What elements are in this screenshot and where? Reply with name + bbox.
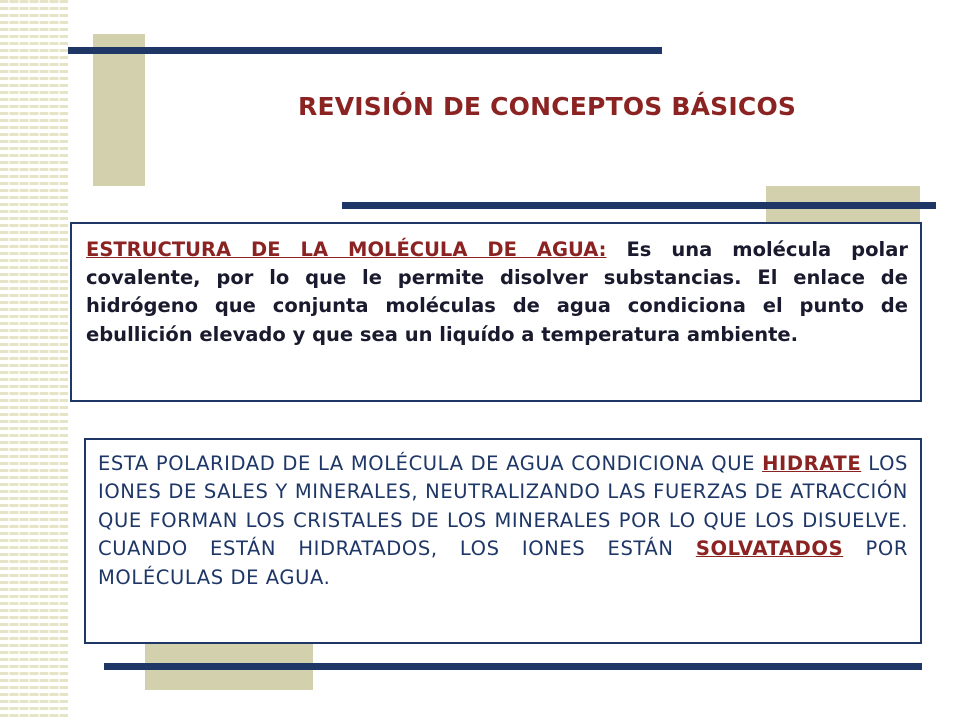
water-structure-heading: ESTRUCTURA DE LA MOLÉCULA DE AGUA: (86, 238, 607, 261)
middle-decor-bar (342, 202, 936, 209)
top-decor-bar (68, 47, 662, 54)
top-left-decor-block (93, 34, 145, 186)
polarity-text-middle: LOS IONES DE SALES Y MINERALES, NEUTRALIZANDO LAS FUERZAS DE ATRACCIÓN QUE FORMAN LOS CRISTALES DE LOS MINERALES POR LO QUE LOS DISUELVE. CUANDO ESTÁN HIDRATADOS, LOS IONES ESTÁN (98, 452, 908, 561)
polarity-text-after: POR MOLÉCULAS DE AGUA. (98, 537, 908, 589)
solvatados-term: SOLVATADOS (695, 537, 844, 561)
hidrate-term: HIDRATE (762, 452, 862, 475)
decorative-stripe-band (0, 0, 68, 720)
bottom-decor-bar (104, 663, 922, 670)
water-structure-body: Es una molécula polar covalente, por lo que le permite disolver substancias. El enlace de hidrógeno que conjunta moléculas de agua condiciona el punto de ebullición elevado y que sea un liquído a temperatura ambiente. (86, 238, 908, 346)
polarity-panel (84, 438, 922, 644)
polarity-text-before: ESTA POLARIDAD DE LA MOLÉCULA DE AGUA CONDICIONA QUE (98, 452, 756, 475)
water-structure-panel (70, 222, 922, 402)
slide-title: REVISIÓN DE CONCEPTOS BÁSICOS (298, 92, 797, 121)
